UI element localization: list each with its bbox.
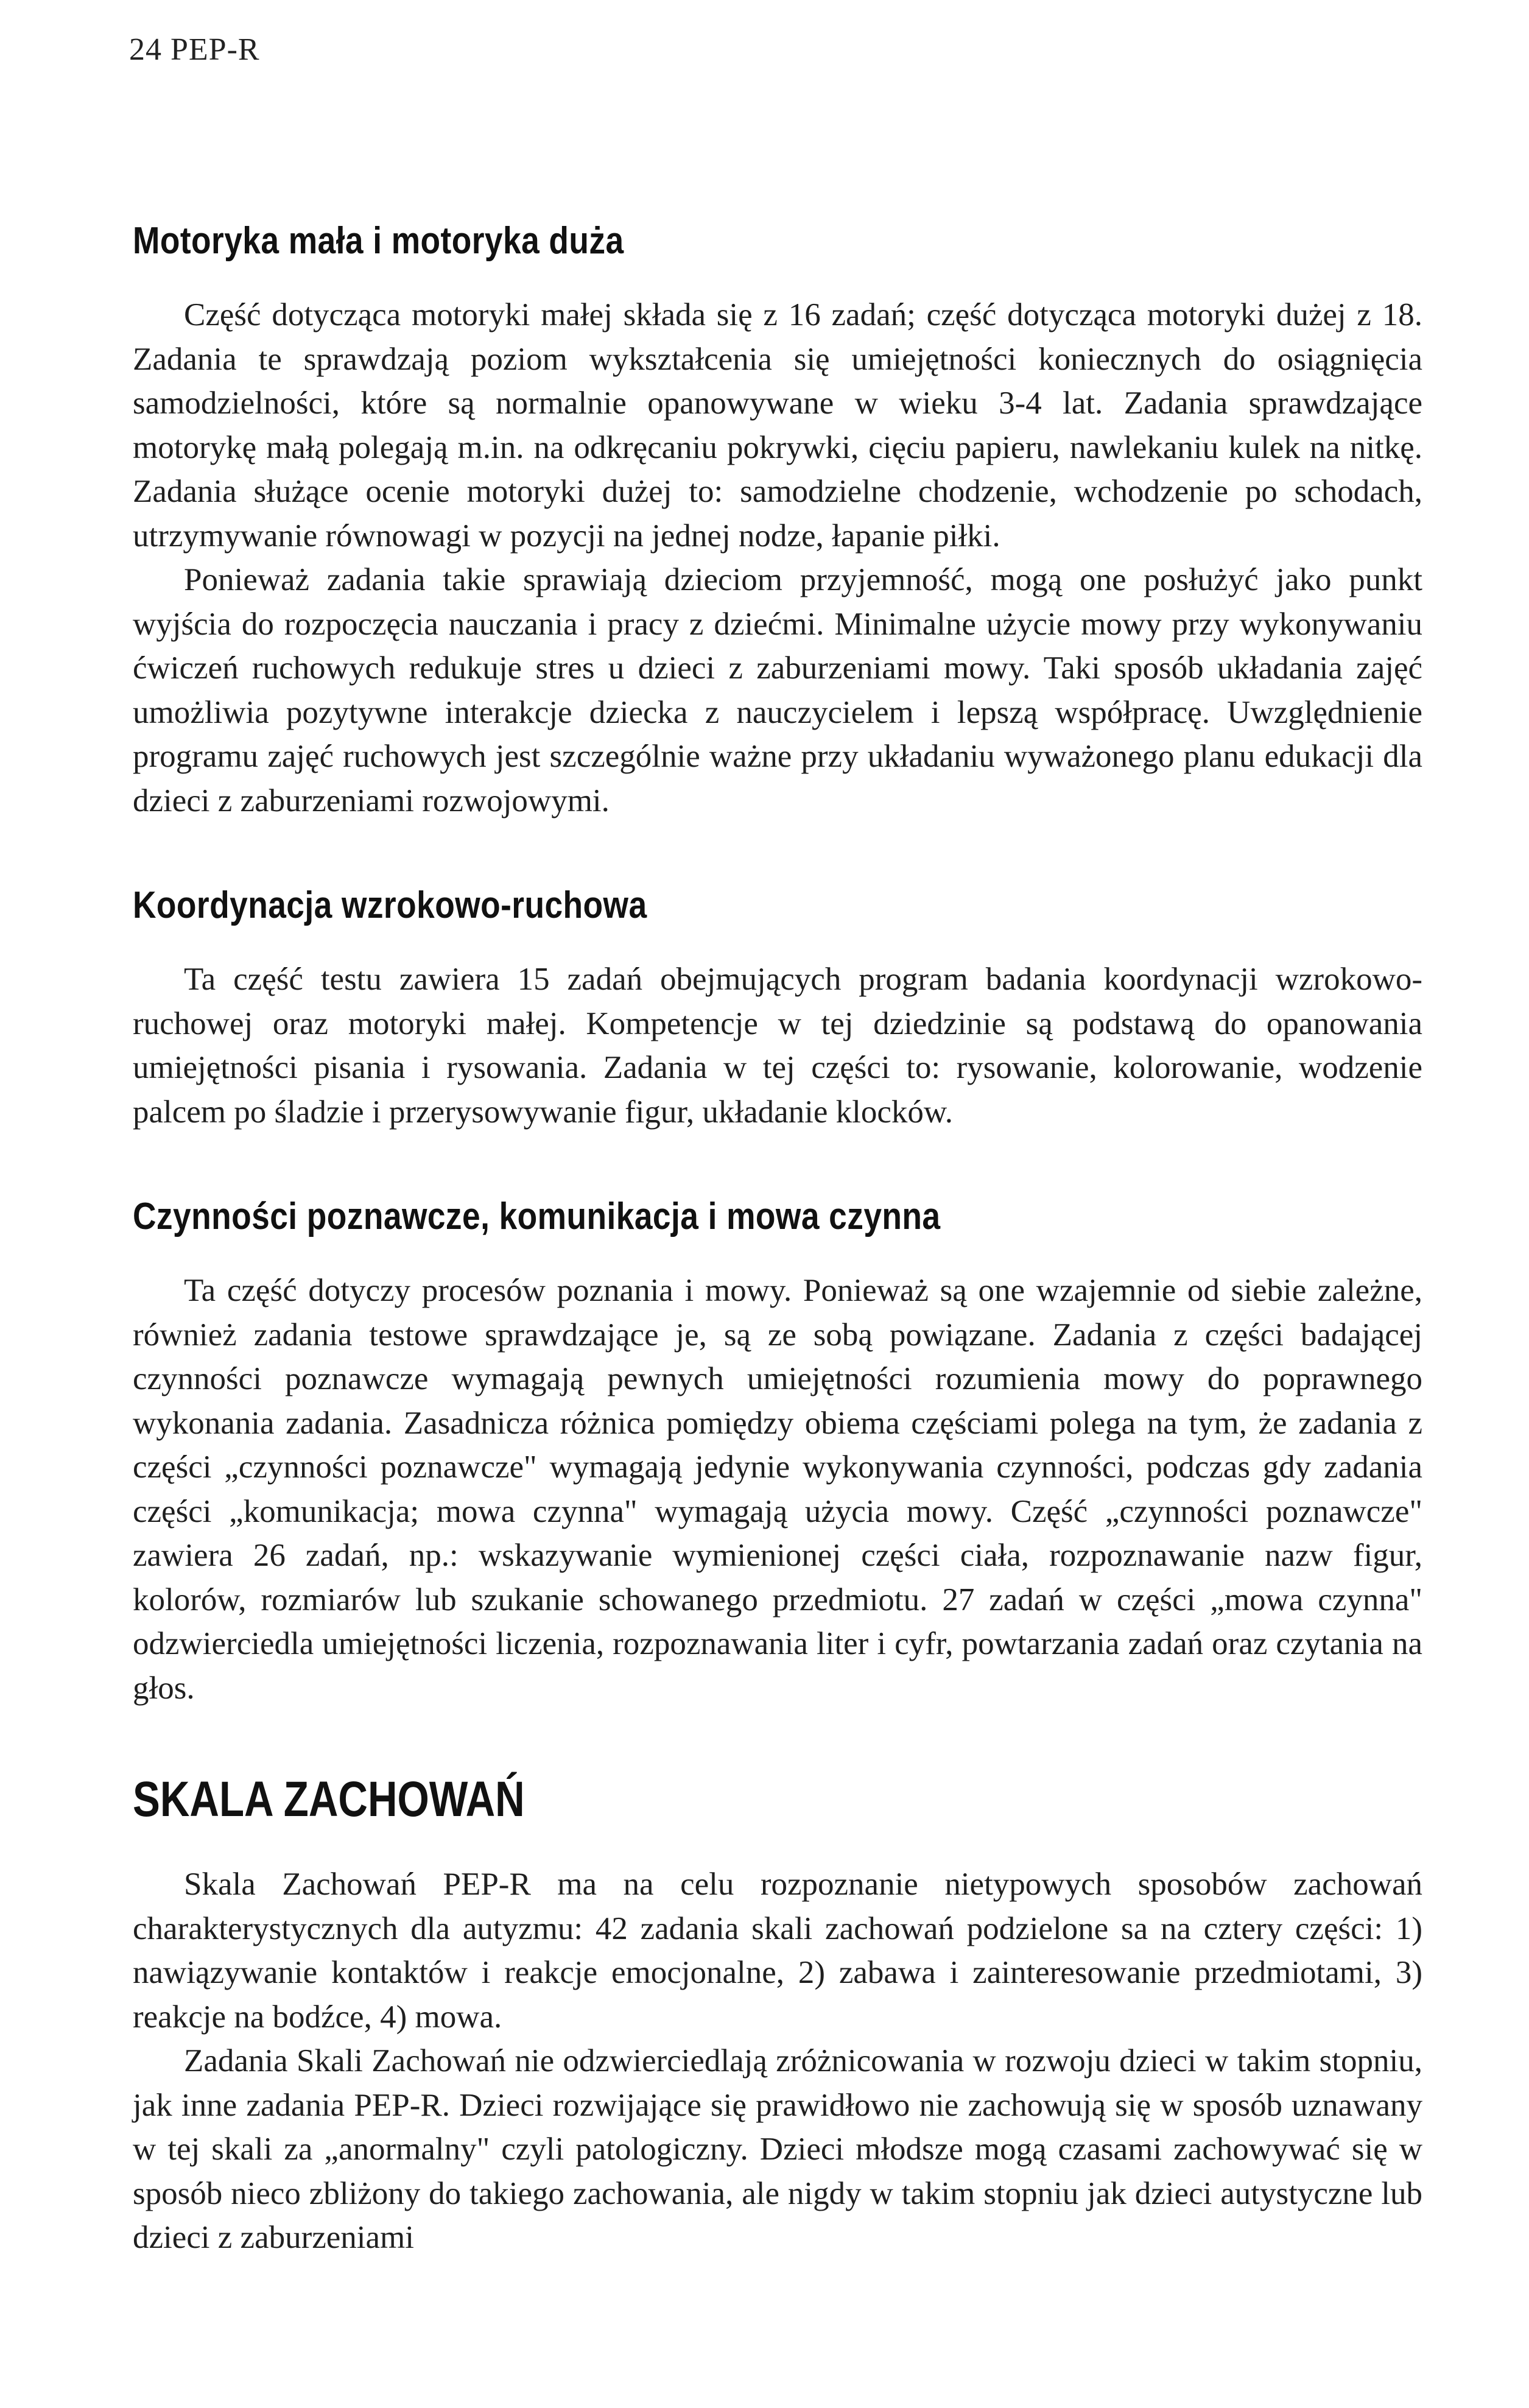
section-eye-hand-coordination xyxy=(133,884,1422,1134)
paragraph: Ta część dotyczy procesów poznania i mowy. Ponieważ są one wzajemnie od siebie zależne, również zadania testowe sprawdzające je, są ze sobą powiązane. Zadania z części badającej czynności poznawcze wymagają pewnych umiejętności rozumienia mowy do poprawnego wykonania zadania. Zasadnicza różnica pomiędzy obiema częściami polega na tym, że zadania z części „czynności poznawcze" wymagają jedynie wykonywania czynności, podczas gdy zadania części „komunikacja; mowa czynna" wymagają użycia mowy. Część „czynności poznawcze" zawiera 26 zadań, np.: wskazywanie wymienionej części ciała, rozpoznawanie nazw figur, kolorów, rozmiarów lub szukanie schowanego przedmiotu. 27 zadań w części „mowa czynna" odzwierciedla umiejętności liczenia, rozpoznawania liter i cyfr, powtarzania zadań oraz czytania na głos. xyxy=(133,1273,1422,1706)
paragraph: Ponieważ zadania takie sprawiają dzieciom przyjemność, mogą one posłużyć jako punkt wyjścia do rozpoczęcia nauczania i pracy z dziećmi. Minimalne użycie mowy przy wykonywaniu ćwiczeń ruchowych redukuje stres u dzieci z zaburzeniami mowy. Taki sposób układania zajęć umożliwia pozytywne interakcje dziecka z nauczycielem i lepszą współpracę. Uwzględnienie programu zajęć ruchowych jest szczególnie ważne przy układaniu wyważonego planu edukacji dla dzieci z zaburzeniami rozwojowymi. xyxy=(133,562,1422,819)
section-cognitive-communication xyxy=(133,1195,1422,1710)
section-behavior-scale xyxy=(133,1771,1422,2260)
paragraph: Część dotycząca motoryki małej składa się z 16 zadań; część dotycząca motoryki dużej z 18. Zadania te sprawdzają poziom wykształcenia się umiejętności koniecznych do osiągnięcia samodzielności, które są normalnie opanowywane w wieku 3-4 lat. Zadania sprawdzające motorykę małą polegają m.in. na odkręcaniu pokrywki, cięciu papieru, nawlekaniu kulek na nitkę. Zadania służące ocenie motoryki dużej to: samodzielne chodzenie, wchodzenie po schodach, utrzymywanie równowagi w pozycji na jednej nodze, łapanie piłki. xyxy=(133,297,1422,554)
section-motor-skills xyxy=(133,219,1422,823)
paragraph: Zadania Skali Zachowań nie odzwierciedlają zróżnicowania w rozwoju dzieci w takim stopniu, jak inne zadania PEP-R. Dzieci rozwijające się prawidłowo nie zachowują się w sposób uznawany w tej skali za „anormalny" czyli patologiczny. Dzieci młodsze mogą czasami zachowywać się w sposób nieco zbliżony do takiego zachowania, ale nigdy w takim stopniu jak dzieci autystyczne lub dzieci z zaburzeniami xyxy=(133,2043,1422,2255)
paragraph: Skala Zachowań PEP-R ma na celu rozpoznanie nietypowych sposobów zachowań charakterystycznych dla autyzmu: 42 zadania skali zachowań podzielone sa na cztery części: 1) nawiązywanie kontaktów i reakcje emocjonalne, 2) zabawa i zainteresowanie przedmiotami, 3) reakcje na bodźce, 4) mowa. xyxy=(133,1867,1422,2035)
section-heading: Koordynacja wzrokowo-ruchowa xyxy=(133,884,647,926)
section-heading: Motoryka mała i motoryka duża xyxy=(133,220,624,262)
paragraph: Ta część testu zawiera 15 zadań obejmujących program badania koordynacji wzrokowo-ruchowej oraz motoryki małej. Kompetencje w tej dziedzinie są podstawą do opanowania umiejętności pisania i rysowania. Zadania w tej części to: rysowanie, kolorowanie, wodzenie palcem po śladzie i przerysowywanie figur, układanie klocków. xyxy=(133,962,1422,1130)
running-head: 24 PEP-R xyxy=(129,32,260,67)
section-heading: Czynności poznawcze, komunikacja i mowa czynna xyxy=(133,1195,941,1237)
chapter-heading: SKALA ZACHOWAŃ xyxy=(133,1772,525,1827)
page-body xyxy=(133,219,1422,2260)
